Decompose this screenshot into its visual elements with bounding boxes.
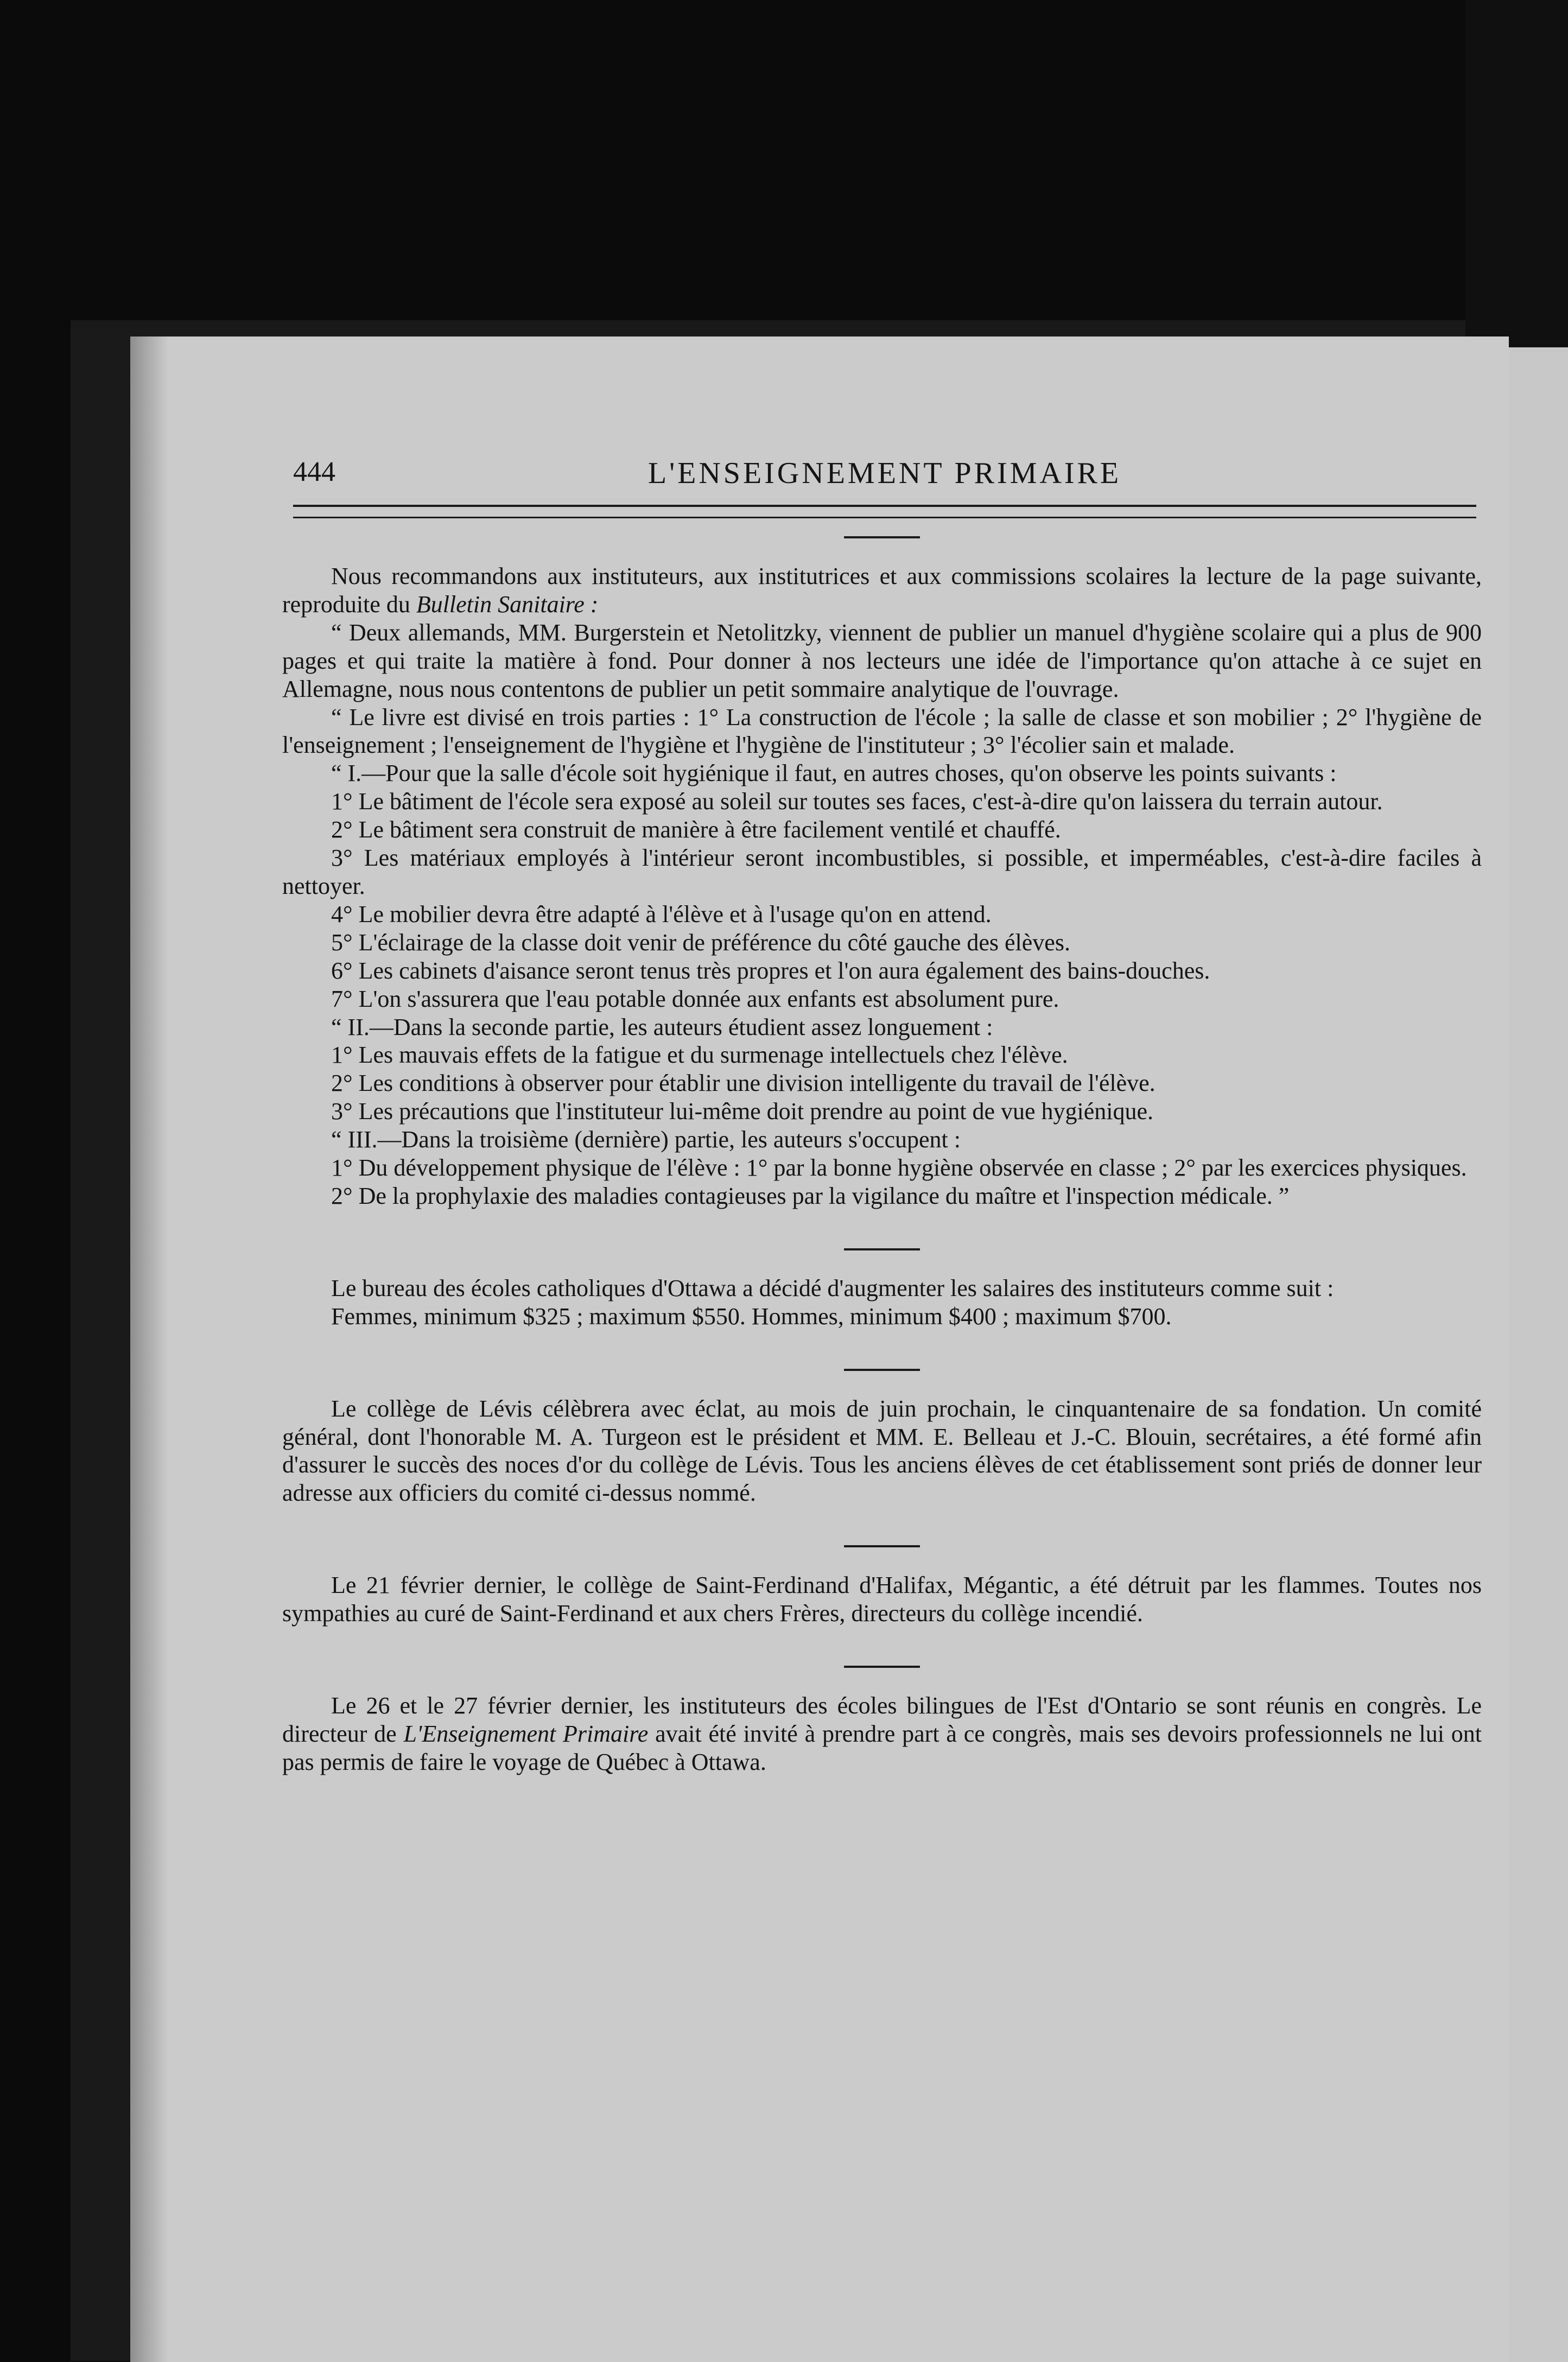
list-item: 2° De la prophylaxie des maladies contagieuses par la vigilance du maître et l'inspection médicale. ” — [331, 1182, 1290, 1209]
list-item: 3° Les précautions que l'instituteur lui-même doit prendre au point de vue hygiénique. — [331, 1098, 1154, 1125]
section-separator — [844, 536, 920, 538]
paragraph: Le collège de Lévis célèbrera avec éclat, au mois de juin prochain, le cinquantenaire de sa fondation. Un comité général, dont l'honorable M. A. Turgeon est le président et MM. E. Belleau et J.-C. Blouin, secrétaires, a été formé afin d'assurer le succès des noces d'or du collège de Lévis. Tous les anciens élèves de cet établissement sont priés de donner leur adresse aux officiers du comité ci-dessus nommé. — [282, 1395, 1482, 1507]
article-ottawa-salaries — [282, 1274, 1482, 1331]
journal-title: L'ENSEIGNEMENT PRIMAIRE — [647, 456, 1122, 490]
list-item: 7° L'on s'assurera que l'eau potable donnée aux enfants est absolument pure. — [331, 985, 1059, 1012]
article-saint-ferdinand — [282, 1571, 1482, 1628]
article-hygiene — [282, 562, 1482, 1210]
paragraph: “ II.—Dans la seconde partie, les auteurs étudient assez longuement : — [331, 1013, 993, 1040]
list-item: 4° Le mobilier devra être adapté à l'élève et à l'usage qu'on en attend. — [331, 900, 992, 928]
page-content — [282, 521, 1482, 1776]
section-separator — [844, 1369, 920, 1371]
document-page — [130, 336, 1509, 2362]
paragraph: Le 26 et le 27 février dernier, les instituteurs des écoles bilingues de l'Est d'Ontario se sont réunis en congrès. Le directeur de L'Enseignement Primaire avait été invité à prendre part à ce congrès, mais ses devoirs professionnels ne lui ont pas permis de faire le voyage de Québec à Ottawa. — [282, 1692, 1482, 1775]
paragraph: “ III.—Dans la troisième (dernière) partie, les auteurs s'occupent : — [331, 1126, 961, 1153]
paragraph: “ Le livre est divisé en trois parties : 1° La construction de l'école ; la salle de classe et son mobilier ; 2° l'hygiène de l'enseignement ; l'enseignement de l'hygiène et l'hygiène de l'instituteur ; 3° l'écolier sain et malade. — [282, 703, 1482, 759]
running-head — [293, 450, 1476, 499]
section-separator — [844, 1248, 920, 1250]
source-title: Bulletin Sanitaire : — [416, 590, 599, 618]
paragraph: “ I.—Pour que la salle d'école soit hygiénique il faut, en autres choses, qu'on observe les points suivants : — [331, 760, 1337, 787]
section-separator — [844, 1666, 920, 1668]
list-item: 1° Le bâtiment de l'école sera exposé au soleil sur toutes ses faces, c'est-à-dire qu'on laissera du terrain autour. — [331, 788, 1383, 815]
paragraph: Le 21 février dernier, le collège de Saint-Ferdinand d'Halifax, Mégantic, a été détruit par les flammes. Toutes nos sympathies au curé de Saint-Ferdinand et aux chers Frères, directeurs du collège incendié. — [282, 1572, 1482, 1627]
paragraph: Le bureau des écoles catholiques d'Ottawa a décidé d'augmenter les salaires des instituteurs comme suit : — [331, 1274, 1334, 1301]
page-number: 444 — [293, 456, 335, 487]
paragraph: Femmes, minimum $325 ; maximum $550. Hommes, minimum $400 ; maximum $700. — [331, 1303, 1172, 1330]
list-item: 3° Les matériaux employés à l'intérieur seront incombustibles, si possible, et imperméables, c'est-à-dire faciles à nettoyer. — [282, 845, 1482, 899]
list-item: 2° Les conditions à observer pour établir une division intelligente du travail de l'élève. — [331, 1070, 1156, 1097]
article-congres-ontario — [282, 1692, 1482, 1776]
journal-name: L'Enseignement Primaire — [403, 1720, 649, 1747]
page-gutter-shadow — [130, 336, 168, 2362]
section-separator — [844, 1545, 920, 1547]
list-item: 6° Les cabinets d'aisance seront tenus très propres et l'on aura également des bains-douches. — [331, 957, 1210, 984]
paragraph: Nous recommandons aux instituteurs, aux institutrices et aux commissions scolaires la lecture de la page suivante, reproduite du Bulletin Sanitaire : — [282, 563, 1482, 618]
paragraph: “ Deux allemands, MM. Burgerstein et Netolitzky, viennent de publier un manuel d'hygiène scolaire qui a plus de 900 pages et qui traite la matière à fond. Pour donner à nos lecteurs une idée de l'importance qu'on attache à ce sujet en Allemagne, nous nous contentons de publier un petit sommaire analytique de l'ouvrage. — [282, 619, 1482, 702]
article-college-levis — [282, 1395, 1482, 1508]
header-rule — [293, 505, 1476, 518]
list-item: 5° L'éclairage de la classe doit venir de préférence du côté gauche des élèves. — [331, 929, 1070, 956]
list-item: 2° Le bâtiment sera construit de manière à être facilement ventilé et chauffé. — [331, 816, 1061, 843]
list-item: 1° Du développement physique de l'élève : 1° par la bonne hygiène observée en classe ; 2° par les exercices physiques. — [331, 1154, 1467, 1182]
list-item: 1° Les mauvais effets de la fatigue et du surmenage intellectuels chez l'élève. — [331, 1042, 1068, 1069]
